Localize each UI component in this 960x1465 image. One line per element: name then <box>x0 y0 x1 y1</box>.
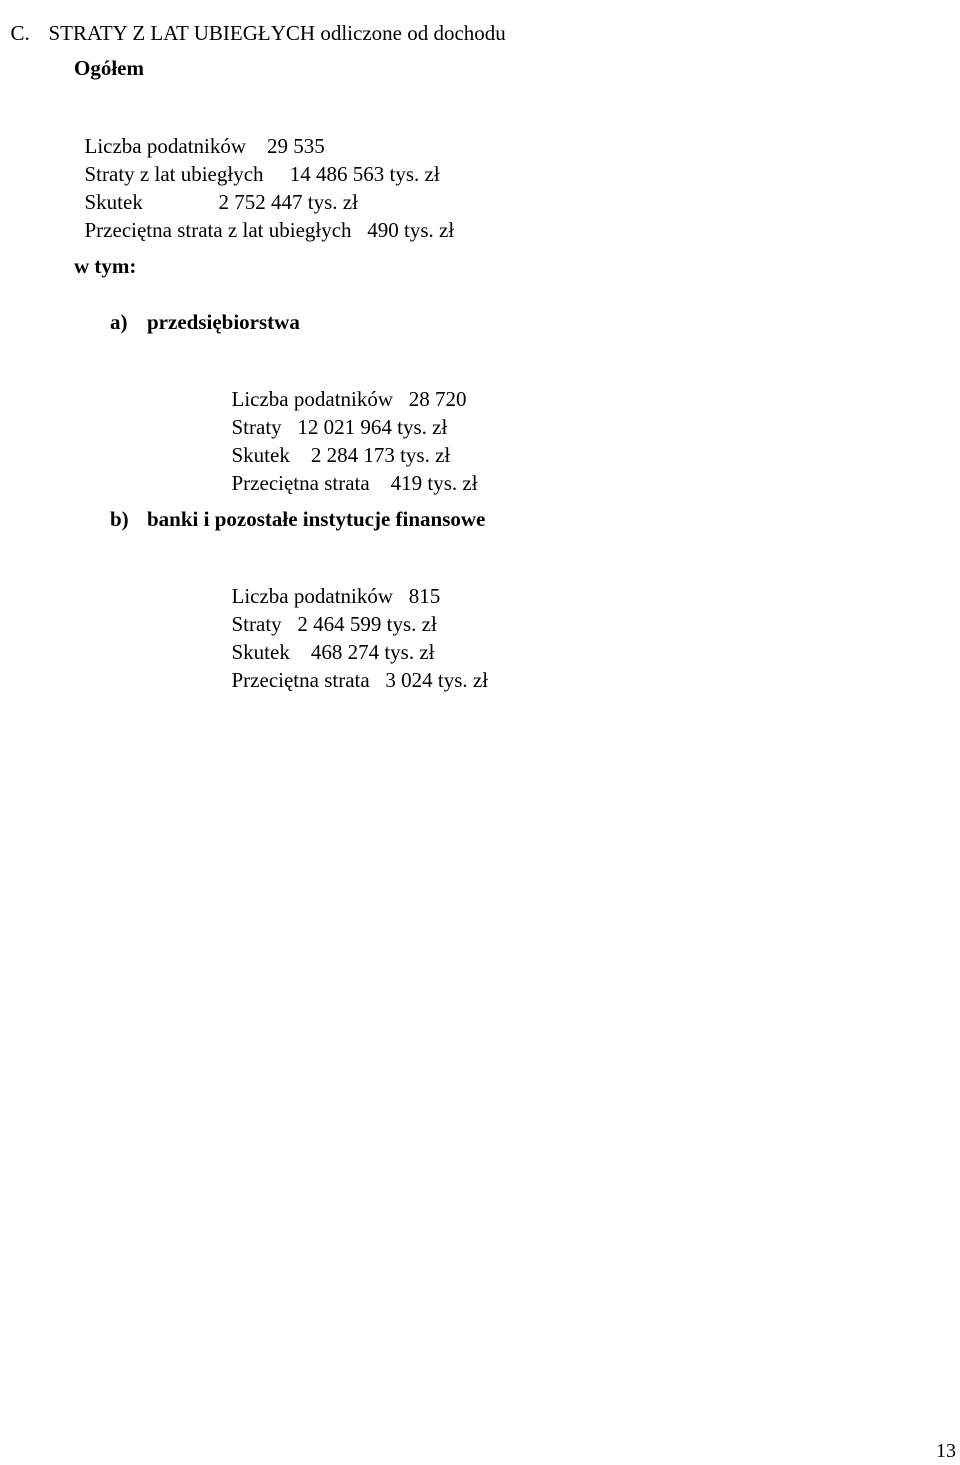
group-b-title: banki i pozostałe instytucje finansowe <box>147 507 486 531</box>
row-value: 815 <box>408 584 441 608</box>
row-label: Liczba podatników <box>231 584 394 608</box>
row-value: 468 274 <box>310 640 380 664</box>
section-heading <box>0 2 506 44</box>
row-value: 419 <box>390 471 423 495</box>
page-number: 13 <box>936 1440 956 1462</box>
row-value: 490 <box>367 218 399 242</box>
row-unit: tys. zł <box>307 190 358 214</box>
section-letter: C. <box>10 21 30 45</box>
overall-heading: Ogółem <box>74 56 144 80</box>
row-label: Straty <box>231 612 282 636</box>
row-value: 14 486 563 <box>289 162 385 186</box>
row-label: Liczba podatników <box>231 387 394 411</box>
row-unit: tys. zł <box>397 415 448 439</box>
overall-row-average <box>74 199 454 241</box>
row-value: 2 752 447 <box>218 190 303 214</box>
group-a-marker: a) <box>110 310 128 334</box>
row-label: Przeciętna strata <box>231 668 370 692</box>
row-label: Skutek <box>231 443 290 467</box>
row-unit: tys. zł <box>389 162 440 186</box>
row-value: 3 024 <box>385 668 433 692</box>
row-label: Przeciętna strata <box>231 471 370 495</box>
row-unit: tys. zł <box>384 640 435 664</box>
row-label: Straty <box>231 415 282 439</box>
row-value: 28 720 <box>408 387 467 411</box>
row-label: Straty z lat ubiegłych <box>84 162 264 186</box>
group-b-row-average <box>221 649 488 691</box>
row-value: 12 021 964 <box>297 415 392 439</box>
row-unit: tys. zł <box>437 668 489 692</box>
group-a-title: przedsiębiorstwa <box>147 310 300 334</box>
row-unit: tys. zł <box>400 443 451 467</box>
row-unit: tys. zł <box>427 471 478 495</box>
section-title: STRATY Z LAT UBIEGŁYCH odliczone od dochodu <box>48 21 506 45</box>
row-unit: tys. zł <box>404 218 455 242</box>
group-a-row-average <box>221 452 478 494</box>
row-label: Liczba podatników <box>84 134 247 158</box>
breakdown-label: w tym: <box>74 254 137 278</box>
row-label: Skutek <box>84 190 143 214</box>
row-label: Skutek <box>231 640 290 664</box>
row-label: Przeciętna strata z lat ubiegłych <box>84 218 352 242</box>
row-value: 2 464 599 <box>297 612 382 636</box>
row-value: 2 284 173 <box>310 443 395 467</box>
row-unit: tys. zł <box>386 612 437 636</box>
row-value: 29 535 <box>267 134 325 158</box>
group-b-marker: b) <box>110 507 129 531</box>
